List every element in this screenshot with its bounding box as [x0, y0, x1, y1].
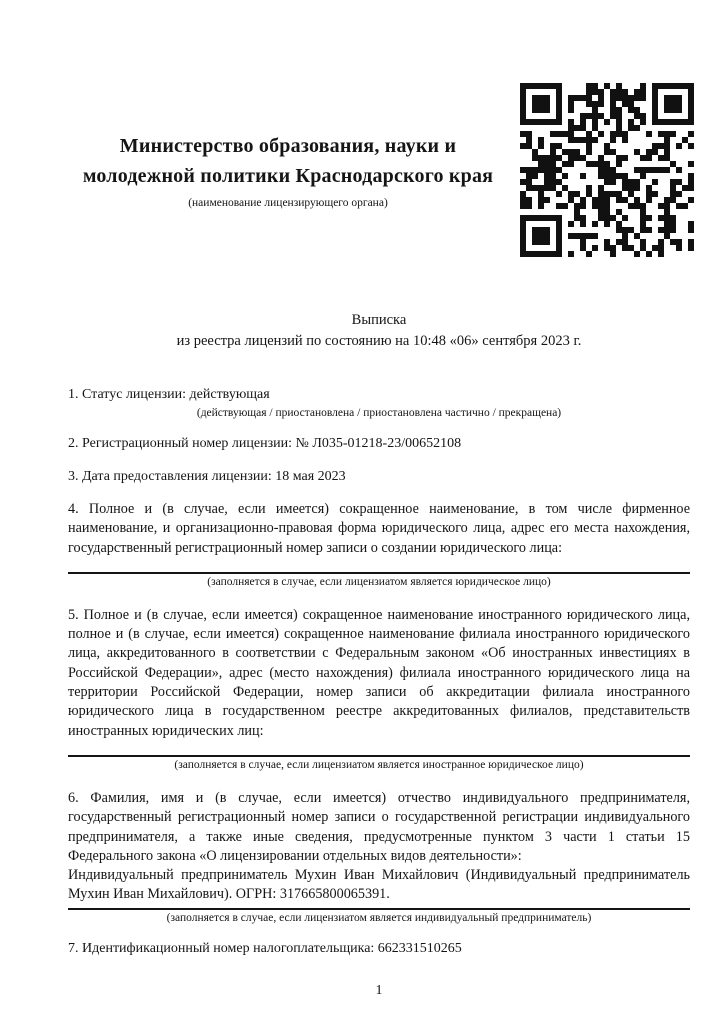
field-license-date-text: 3. Дата предоставления лицензии: 18 мая 2023	[68, 469, 346, 484]
field-foreign-entity	[68, 606, 690, 773]
page-number: 1	[375, 982, 383, 998]
field-registration-number-text: 2. Регистрационный номер лицензии: № Л035-01218-23/00652108	[68, 436, 462, 451]
field-foreign-entity-caption: (заполняется в случае, если лицензиатом является иностранное юридическое лицо)	[174, 758, 584, 771]
field-taxpayer-number	[68, 939, 690, 959]
qr-code-icon	[520, 83, 694, 257]
document-title-line1: Выписка	[351, 312, 407, 328]
field-legal-entity-caption: (заполняется в случае, если лицензиатом является юридическое лицо)	[207, 575, 551, 588]
field-taxpayer-number-text: 7. Идентификационный номер налогоплательщика: 662331510265	[68, 940, 462, 956]
field-registration-number	[68, 434, 690, 454]
field-license-status	[68, 385, 690, 421]
field-license-status-caption: (действующая / приостановлена / приостановлена частично / прекращена)	[196, 407, 562, 419]
licensing-authority-header	[62, 131, 514, 210]
document-body	[68, 310, 690, 999]
field-individual-entrepreneur-caption: (заполняется в случае, если лицензиатом является индивидуальный предприниматель)	[166, 911, 592, 924]
licensing-authority-name: Министерство образования, науки и молодежной политики Краснодарского края	[82, 135, 494, 187]
document-title-line2: из реестра лицензий по состоянию на 10:48 «06» сентября 2023 г.	[176, 333, 582, 349]
field-individual-entrepreneur-text: 6. Фамилия, имя и (в случае, если имеется) отчество индивидуального предпринимателя, государственный регистрационный номер записи о государственной регистрации индивидуального предпринимателя, а также иные сведения, предусмотренные пунктом 3 части 1 статьи 15 Федерального закона «О лицензировании отдельных видов деятельности»:	[68, 789, 690, 864]
field-individual-entrepreneur-value: Индивидуальный предприниматель Мухин Иван Михайлович (Индивидуальный предприниматель Мухин Иван Михайлович). ОГРН: 317665800065391.	[68, 867, 690, 903]
field-individual-entrepreneur	[68, 789, 690, 926]
field-legal-entity	[68, 500, 690, 590]
field-legal-entity-text: 4. Полное и (в случае, если имеется) сокращенное наименование, в том числе фирменное наименование, и организационно-правовая форма юридического лица, адрес его места нахождения, государственный регистрационный номер записи о создании юридического лица:	[68, 501, 690, 556]
field-foreign-entity-text: 5. Полное и (в случае, если имеется) сокращенное наименование иностранного юридического лица, полное и (в случае, если имеется) сокращенное наименование филиала иностранного юридического лица, аккредитованного в соответствии с Федеральным законом «Об иностранных инвестициях в Российской Федерации», адрес (место нахождения) филиала иностранного юридического лица на территории Российской Федерации, номер записи об аккредитации филиала иностранного юридического лица в государственном реестре аккредитованных филиалов, представительств иностранных юридических лиц:	[68, 606, 690, 739]
field-license-date	[68, 467, 690, 487]
document-title	[68, 310, 690, 352]
field-license-status-text: 1. Статус лицензии: действующая	[68, 387, 270, 402]
licensing-authority-caption: (наименование лицензирующего органа)	[188, 197, 388, 209]
